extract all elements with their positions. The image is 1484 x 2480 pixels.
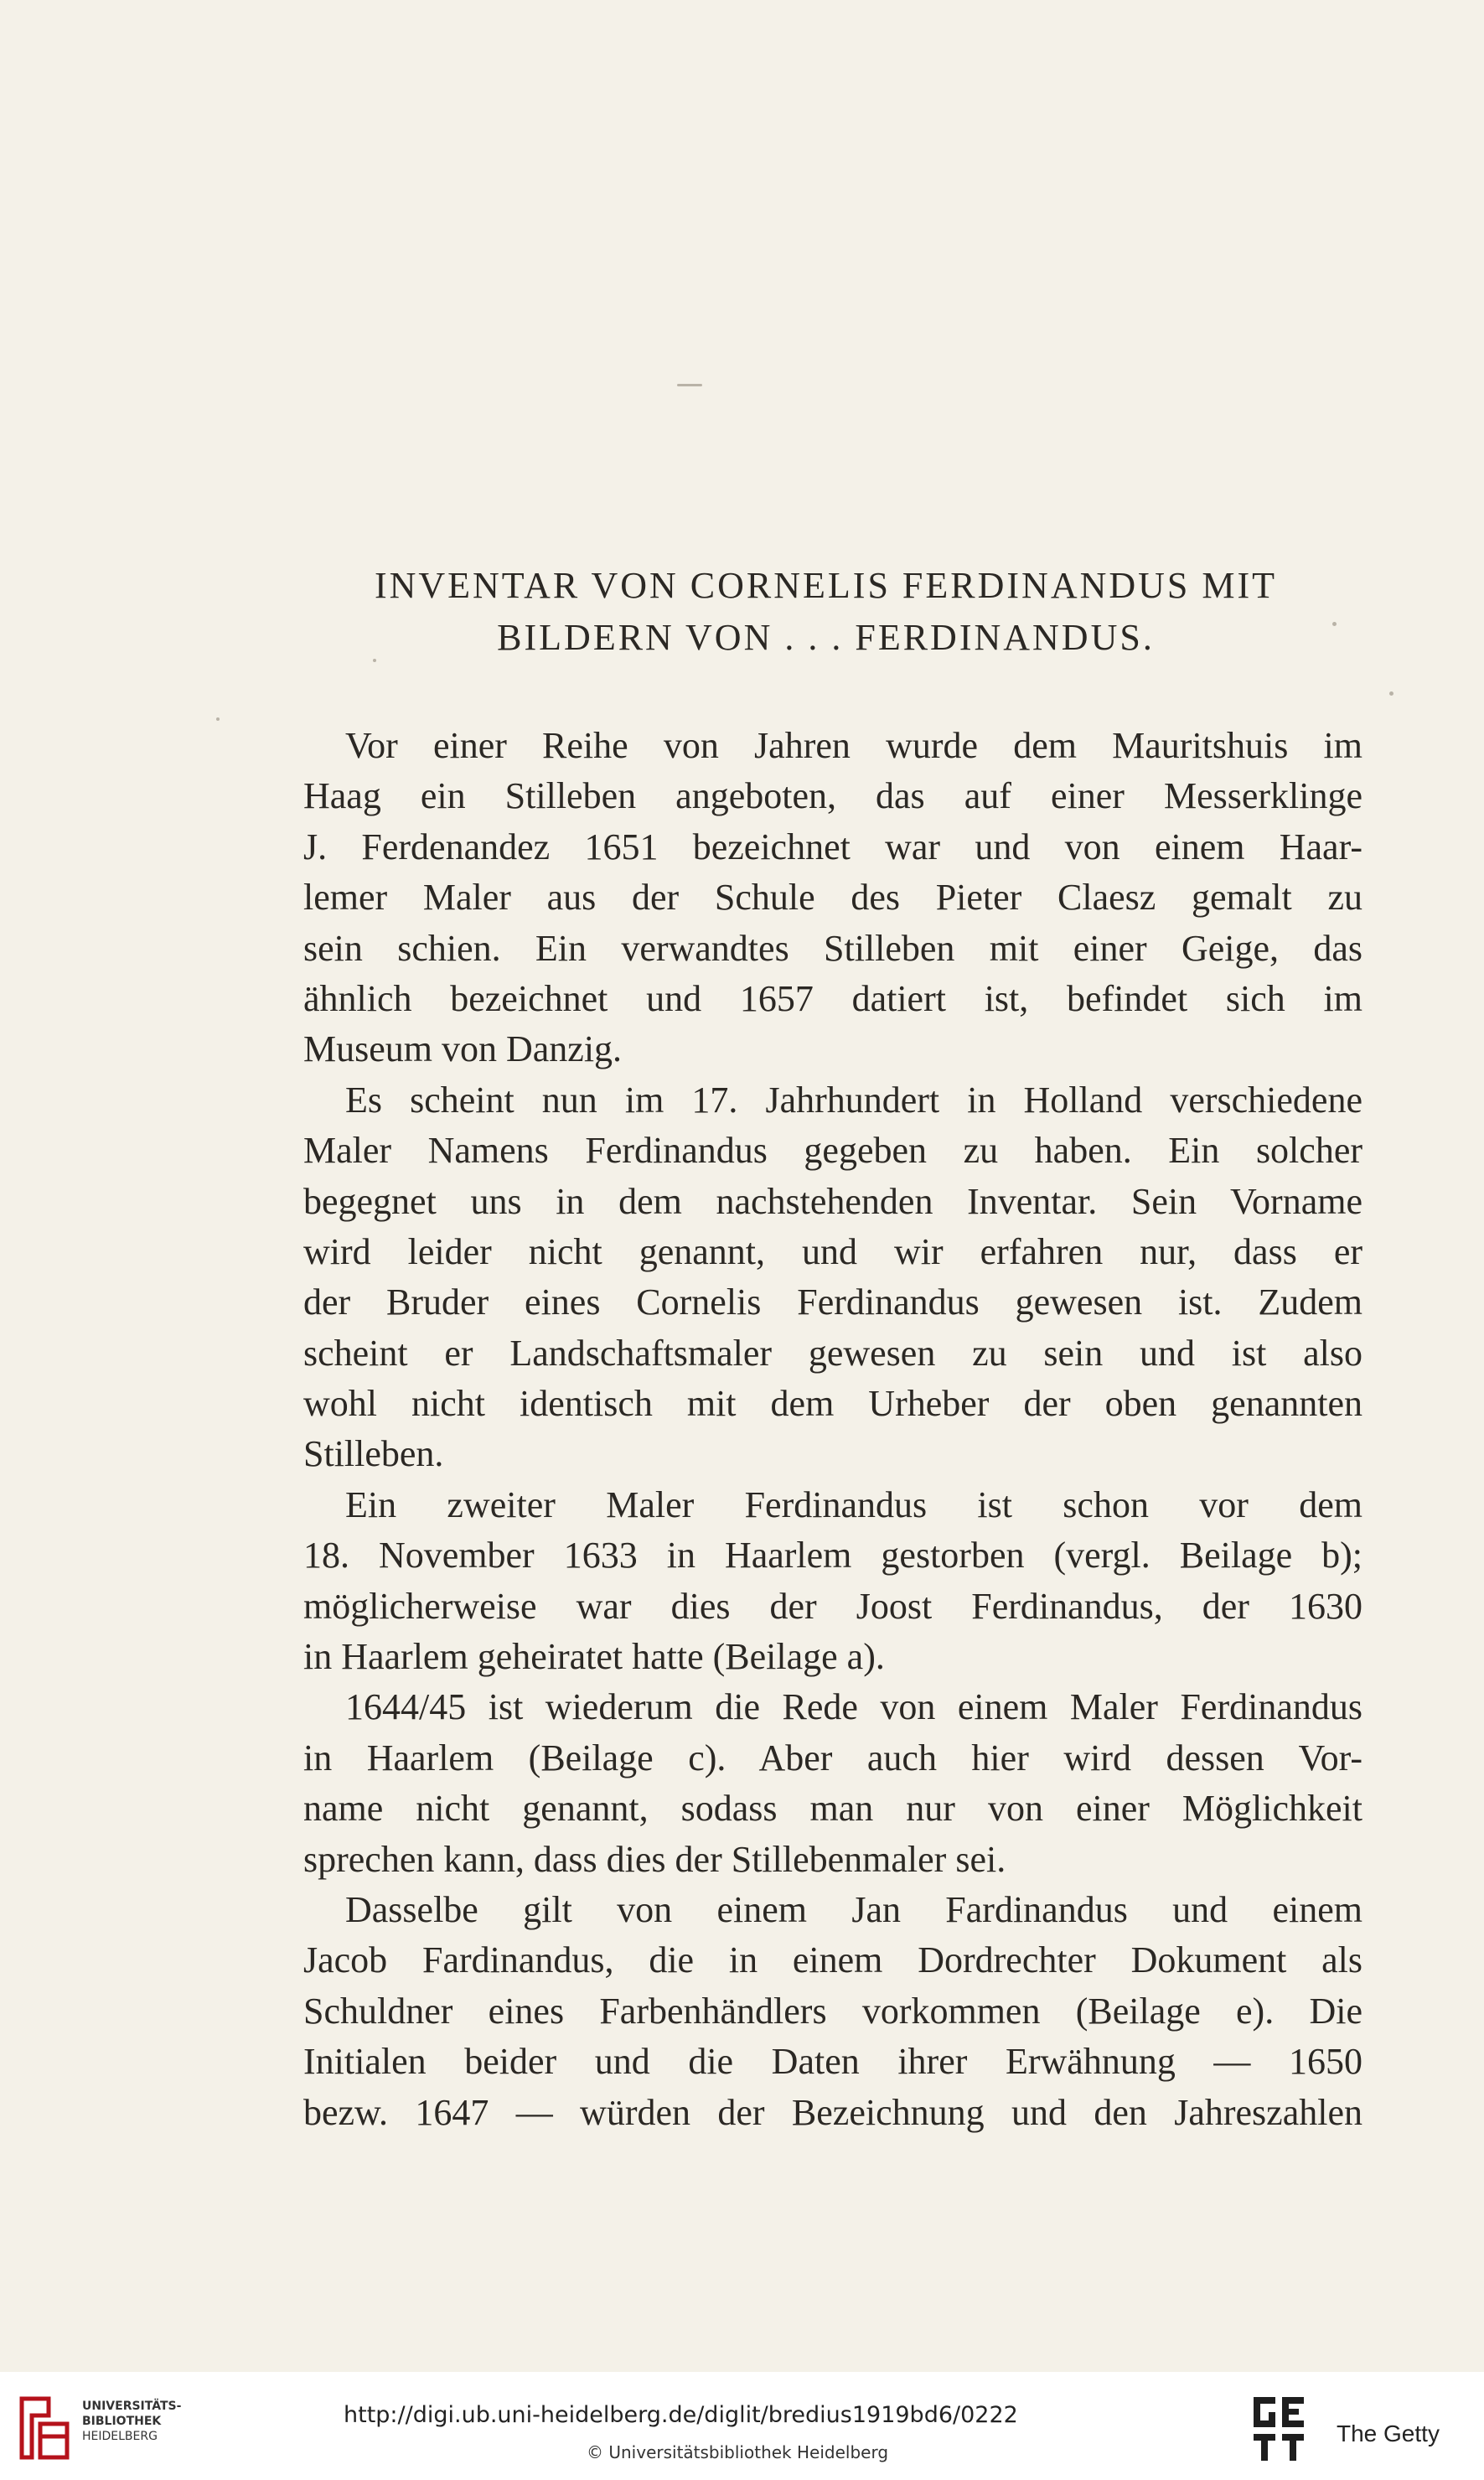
title-line: BILDERN VON . . . FERDINANDUS. bbox=[497, 617, 1155, 658]
paragraph bbox=[303, 1075, 1362, 1480]
text-line: name nicht genannt, sodass man nur von einer Möglichkeit bbox=[303, 1788, 1362, 1830]
text-line: lemer Maler aus der Schule des Pieter Claesz gemalt zu bbox=[303, 877, 1362, 919]
text-line: wird leider nicht genannt, und wir erfahren nur, dass er bbox=[303, 1230, 1362, 1272]
library-name bbox=[82, 2399, 181, 2444]
library-name-line: UNIVERSITÄTS- bbox=[82, 2400, 182, 2413]
text-line: Schuldner eines Farbenhändlers vorkommen (Beilage e). Die bbox=[303, 1990, 1362, 2032]
text-line: möglicherweise war dies der Joost Ferdinandus, der 1630 bbox=[303, 1585, 1362, 1627]
text-line: sein schien. Ein verwandtes Stilleben mit einer Geige, das bbox=[303, 927, 1362, 969]
text-line: der Bruder eines Cornelis Ferdinandus gewesen ist. Zudem bbox=[303, 1281, 1362, 1323]
text-line: Ein zweiter Maler Ferdinandus ist schon vor dem bbox=[345, 1483, 1362, 1525]
footer-bar bbox=[0, 2372, 1484, 2480]
paragraph bbox=[303, 1885, 1362, 2138]
text-line: Stilleben. bbox=[303, 1433, 444, 1475]
text-line: 18. November 1633 in Haarlem gestorben (vergl. Beilage b); bbox=[303, 1535, 1362, 1577]
permalink-url[interactable]: http://digi.ub.uni-heidelberg.de/diglit/bredius1919bd6/0222 bbox=[344, 2402, 1018, 2428]
text-line: Maler Namens Ferdinandus gegeben zu haben. Ein solcher bbox=[303, 1130, 1362, 1172]
body-text bbox=[303, 721, 1362, 2138]
paragraph bbox=[303, 721, 1362, 1075]
text-line: Jacob Fardinandus, die in einem Dordrechter Dokument als bbox=[303, 1939, 1362, 1981]
document-title bbox=[251, 560, 1400, 664]
paragraph bbox=[303, 1480, 1362, 1683]
library-name-line: HEIDELBERG bbox=[82, 2430, 158, 2443]
library-name-line: BIBLIOTHEK bbox=[82, 2415, 162, 2428]
text-line: Vor einer Reihe von Jahren wurde dem Mauritshuis im bbox=[345, 725, 1362, 766]
partner-name: The Getty bbox=[1337, 2420, 1440, 2446]
getty-logo-icon bbox=[1249, 2390, 1309, 2466]
text-line: J. Ferdenandez 1651 bezeichnet war und von einem Haar- bbox=[303, 826, 1362, 867]
text-line: Initialen beider und die Daten ihrer Erwähnung — 1650 bbox=[303, 2041, 1362, 2083]
text-line: sprechen kann, dass dies der Stillebenmaler sei. bbox=[303, 1838, 1006, 1880]
text-line: Es scheint nun im 17. Jahrhundert in Holland verschiedene bbox=[345, 1079, 1362, 1121]
copyright-notice: © Universitätsbibliothek Heidelberg bbox=[587, 2442, 889, 2462]
text-line: in Haarlem (Beilage c). Aber auch hier wird dessen Vor- bbox=[303, 1737, 1362, 1778]
text-line: ähnlich bezeichnet und 1657 datiert ist, befindet sich im bbox=[303, 977, 1362, 1019]
text-line: in Haarlem geheiratet hatte (Beilage a). bbox=[303, 1636, 885, 1678]
text-line: 1644/45 ist wiederum die Rede von einem Maler Ferdinandus bbox=[345, 1686, 1362, 1728]
text-line: bezw. 1647 — würden der Bezeichnung und den Jahreszahlen bbox=[303, 2091, 1362, 2133]
title-line: INVENTAR VON CORNELIS FERDINANDUS MIT bbox=[374, 565, 1278, 606]
text-line: scheint er Landschaftsmaler gewesen zu sein und ist also bbox=[303, 1332, 1362, 1374]
text-line: Museum von Danzig. bbox=[303, 1028, 623, 1070]
text-line: Haag ein Stilleben angeboten, das auf einer Messerklinge bbox=[303, 775, 1362, 817]
university-library-logo-icon bbox=[15, 2390, 74, 2466]
text-line: Dasselbe gilt von einem Jan Fardinandus und einem bbox=[345, 1888, 1362, 1930]
text-line: wohl nicht identisch mit dem Urheber der oben genannten bbox=[303, 1383, 1362, 1425]
text-line: begegnet uns in dem nachstehenden Inventar. Sein Vorname bbox=[303, 1180, 1362, 1222]
paragraph bbox=[303, 1682, 1362, 1885]
